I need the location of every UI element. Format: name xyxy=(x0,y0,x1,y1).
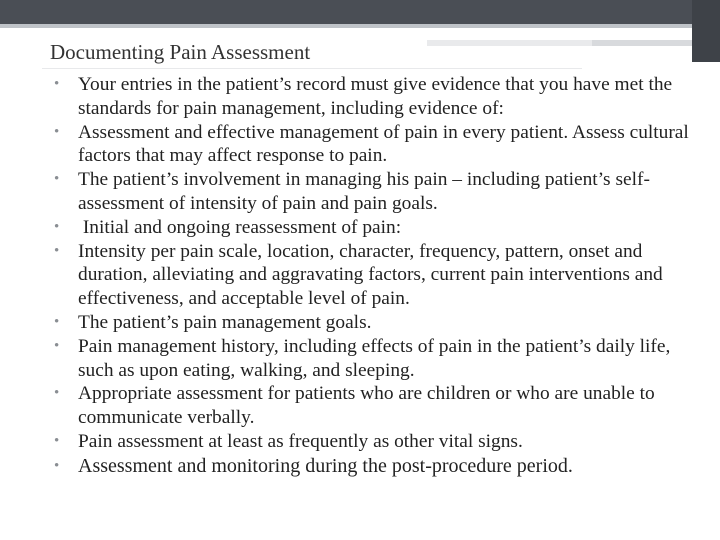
bullet-icon: • xyxy=(54,385,60,402)
title-decoration-line xyxy=(427,40,592,46)
bullet-text: Assessment and monitoring during the post-procedure period. xyxy=(78,454,573,477)
bullet-text: Initial and ongoing reassessment of pain: xyxy=(78,216,402,238)
bullet-icon: • xyxy=(54,337,60,354)
bullet-icon: • xyxy=(54,457,60,474)
bullet-text: Pain assessment at least as frequently as other vital signs. xyxy=(78,430,523,452)
bullet-icon: • xyxy=(54,171,60,188)
corner-block xyxy=(692,0,720,62)
bullet-item xyxy=(52,216,700,240)
bullet-item xyxy=(52,335,700,383)
bullet-item xyxy=(52,430,700,454)
title-decoration-line-2 xyxy=(592,40,692,46)
header-accent-line xyxy=(0,24,720,28)
title-underline xyxy=(42,68,582,69)
bullet-icon: • xyxy=(54,76,60,92)
bullet-icon: • xyxy=(54,242,60,259)
bullet-text: The patient’s pain management goals. xyxy=(78,311,372,333)
slide-title: Documenting Pain Assessment xyxy=(50,40,311,64)
bullet-text: Appropriate assessment for patients who are children or who are unable to communicate verbally. xyxy=(78,383,655,429)
header-band xyxy=(0,0,720,24)
bullet-text: Your entries in the patient’s record must give evidence that you have met the standards for pain management, including evidence of: xyxy=(78,74,673,119)
bullet-icon: • xyxy=(54,123,60,140)
bullet-item xyxy=(52,382,700,430)
bullet-item xyxy=(52,240,700,311)
bullet-text: Intensity per pain scale, location, character, frequency, pattern, onset and duration, alleviating and aggravating factors, current pain interventions and effectiveness, and acceptable level of pain. xyxy=(78,240,663,310)
bullet-icon: • xyxy=(54,432,60,449)
bullet-item xyxy=(52,168,700,216)
bullet-item xyxy=(52,311,700,335)
bullet-item xyxy=(52,73,700,121)
bullet-item xyxy=(52,455,700,479)
bullet-icon: • xyxy=(54,218,60,235)
bullet-text: The patient’s involvement in managing his pain – including patient’s self-assessment of intensity of pain and pain goals. xyxy=(78,169,650,214)
bullet-text: Assessment and effective management of pain in every patient. Assess cultural factors that may affect response to pain. xyxy=(78,121,689,167)
bullet-item xyxy=(52,121,700,169)
bullet-icon: • xyxy=(54,313,60,330)
bullet-list xyxy=(52,73,700,479)
bullet-text: Pain management history, including effects of pain in the patient’s daily life, such as upon eating, walking, and sleeping. xyxy=(78,335,671,381)
